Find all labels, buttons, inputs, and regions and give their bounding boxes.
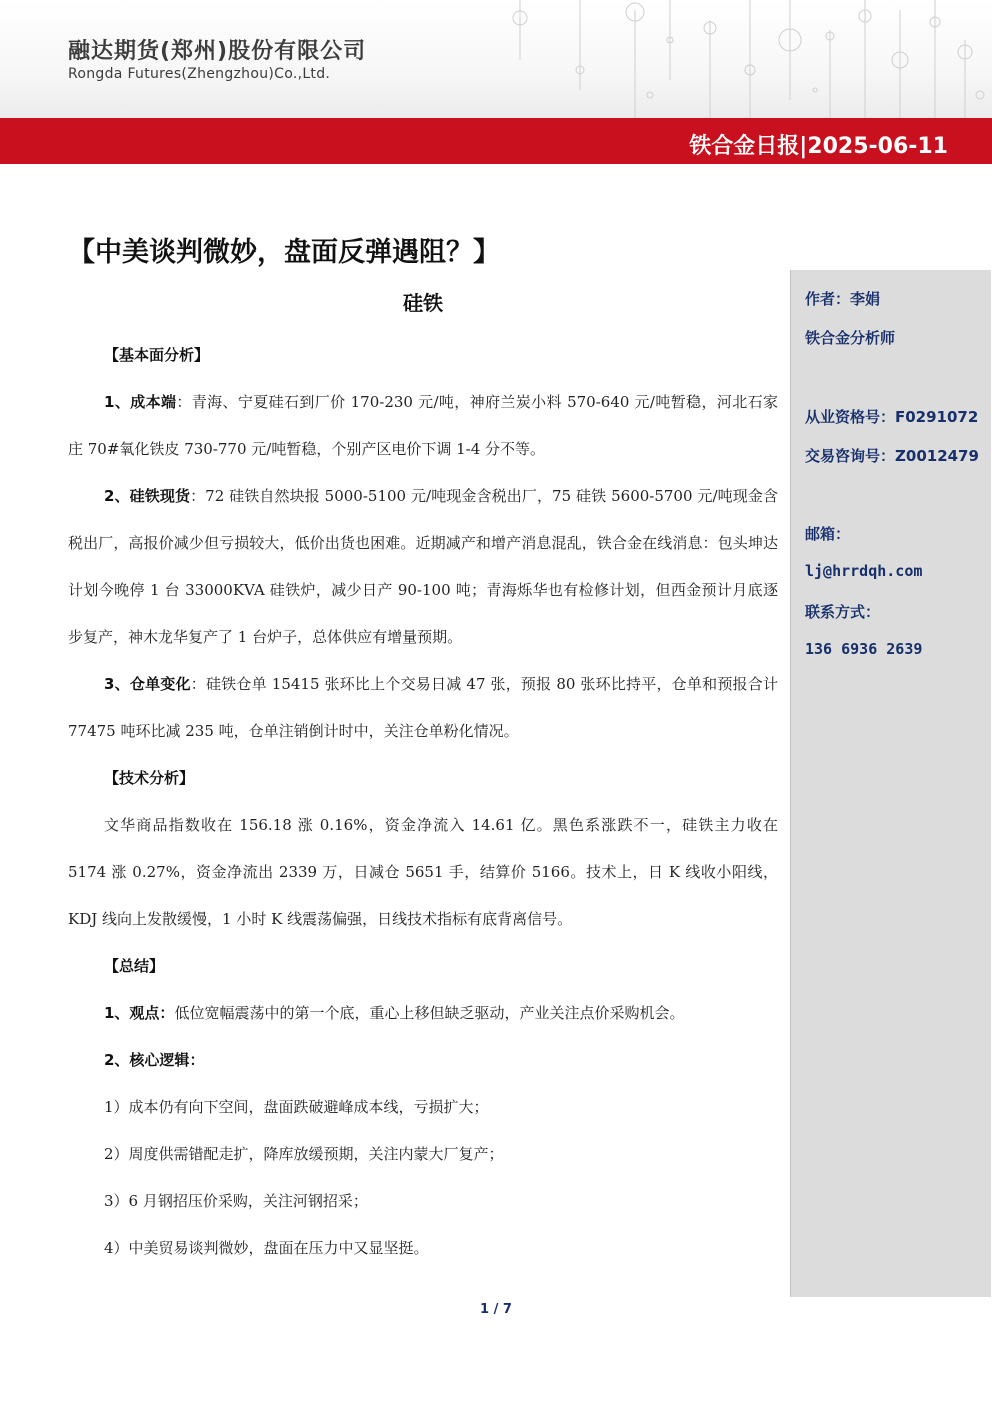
email-link[interactable]: lj@hrrdqh.com — [805, 562, 923, 580]
page-header — [0, 0, 992, 118]
technical-text: 文华商品指数收在 156.18 涨 0.16%，资金净流入 14.61 亿。黑色系涨跌不一，硅铁主力收在 5174 涨 0.27%，资金净流出 2339 万，日减仓 5651 手，结算价 5166。技术上，日 K 线收小阳线，KDJ 线向上发散缓慢，1 小时 K 线震荡偏强，日线技术指标有底背离信号。 — [68, 816, 778, 928]
author-sidebar — [790, 270, 991, 1297]
item-label: 1、成本端 — [104, 393, 177, 411]
view-label: 1、观点： — [104, 1004, 175, 1022]
report-body — [68, 332, 778, 1272]
item-label: 3、仓单变化 — [104, 675, 191, 693]
section-heading-summary: 【总结】 — [104, 957, 165, 975]
fundamental-item-2 — [68, 473, 778, 661]
section-heading-technical: 【技术分析】 — [104, 769, 195, 787]
report-title: 铁合金日报|2025-06-11 — [689, 134, 948, 159]
summary-view — [68, 990, 778, 1037]
fundamental-item-1 — [68, 379, 778, 473]
logic-item: 1）成本仍有向下空间，盘面跌破避峰成本线，亏损扩大； — [104, 1098, 489, 1116]
contact-label: 联系方式： — [805, 603, 881, 621]
fundamental-item-3 — [68, 661, 778, 755]
author-role: 铁合金分析师 — [805, 329, 896, 347]
logic-item: 3）6 月钢招压价采购，关注河钢招采； — [104, 1192, 368, 1210]
company-name-en: Rongda Futures(Zhengzhou)Co.,Ltd. — [68, 66, 331, 82]
logic-label: 2、核心逻辑： — [104, 1051, 205, 1069]
commodity-subtitle: 硅铁 — [403, 291, 443, 315]
item-text: ：72 硅铁自然块报 5000-5100 元/吨现金含税出厂，75 硅铁 5600-5700 元/吨现金含税出厂，高报价减少但亏损较大，低价出货也困难。近期减产和增产消息混乱，铁合金在线消息：包头坤达计划今晚停 1 台 33000KVA 硅铁炉，减少日产 90-100 吨；青海烁华也有检修计划，但西金预计月底逐步复产，神木龙华复产了 1 台炉子，总体供应有增量预期。 — [68, 487, 778, 646]
summary-logic-heading — [68, 1037, 778, 1084]
page-title: 【中美谈判微妙，盘面反弹遇阻？】 — [68, 237, 500, 268]
section-heading-fundamental: 【基本面分析】 — [104, 346, 210, 364]
decorative-bubbles-graphic — [420, 0, 992, 118]
company-name-cn: 融达期货(郑州)股份有限公司 — [68, 39, 367, 64]
item-text: ：青海、宁夏硅石到厂价 170-230 元/吨，神府兰炭小料 570-640 元/吨暂稳，河北石家庄 70#氧化铁皮 730-770 元/吨暂稳，个别产区电价下调 1-4 分不等。 — [68, 393, 779, 458]
author-name: 作者：李娟 — [805, 290, 881, 308]
consult-number: 交易咨询号：Z0012479 — [805, 447, 979, 465]
qualification-number: 从业资格号：F0291072 — [805, 408, 979, 426]
page-number: 1 / 7 — [480, 1302, 512, 1317]
email-label: 邮箱： — [805, 525, 851, 543]
logic-item: 4）中美贸易谈判微妙，盘面在压力中又显坚挺。 — [104, 1239, 429, 1257]
item-text: ：硅铁仓单 15415 张环比上个交易日减 47 张，预报 80 张环比持平，仓单和预报合计 77475 吨环比减 235 吨，仓单注销倒计时中，关注仓单粉化情况。 — [68, 675, 778, 740]
logic-item: 2）周度供需错配走扩，降库放缓预期，关注内蒙大厂复产； — [104, 1145, 504, 1163]
item-label: 2、硅铁现货 — [104, 487, 191, 505]
view-text: 低位宽幅震荡中的第一个底，重心上移但缺乏驱动，产业关注点价采购机会。 — [174, 1004, 685, 1022]
phone-number: 136 6936 2639 — [805, 640, 923, 658]
